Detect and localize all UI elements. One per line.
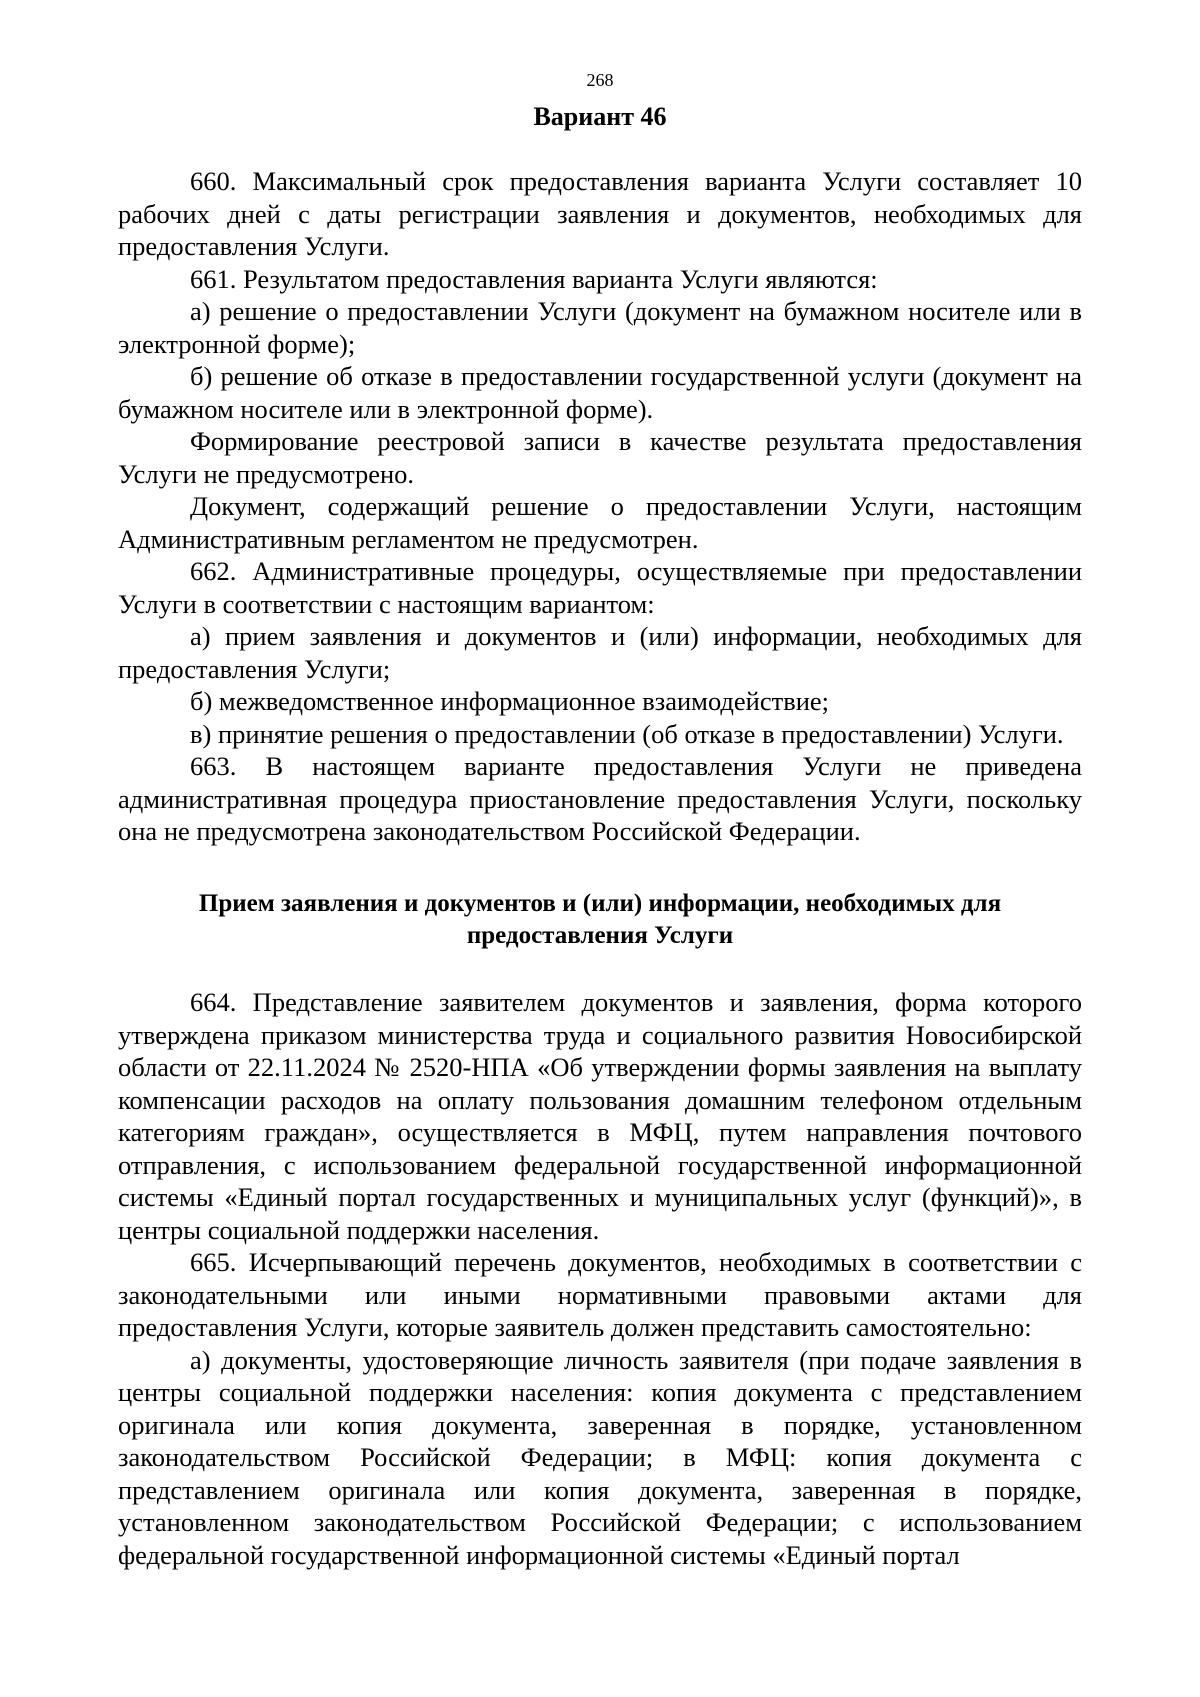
paragraph-661: 661. Результатом предоставления варианта Услуги являются: xyxy=(190,263,878,294)
section-heading-line-2: предоставления Услуги xyxy=(466,922,734,949)
paragraph-document-note: Документ, содержащий решение о предоставлении Услуги, настоящим Административным регламентом не предусмотрен. xyxy=(118,491,1082,554)
variant-body-top xyxy=(118,165,1082,848)
variant-body-bottom xyxy=(118,986,1082,1571)
page-number: 268 xyxy=(586,70,614,90)
paragraph-665-a: а) документы, удостоверяющие личность заявителя (при подаче заявления в центры социальной поддержки населения: копия документа с представлением оригинала или копия документа, заверенная в порядке, установленном законодательством Российской Федерации; в МФЦ: копия документа с представлением оригинала или копия документа, заверенная в порядке, установленном законодательством Российской Федерации; с использованием федеральной государственной информационной системы «Единый портал xyxy=(118,1344,1082,1570)
section-heading xyxy=(118,888,1082,952)
section-heading-line-1: Прием заявления и документов и (или) информации, необходимых для xyxy=(198,890,1002,917)
paragraph-662-b: б) межведомственное информационное взаимодействие; xyxy=(190,686,830,716)
paragraph-663: 663. В настоящем варианте предоставления Услуги не приведена административная процедура приостановление предоставления Услуги, поскольку она не предусмотрена законодательством Российской Федерации. xyxy=(118,751,1082,846)
paragraph-661-b: б) решение об отказе в предоставлении государственной услуги (документ на бумажном носителе или в электронной форме). xyxy=(118,361,1082,424)
variant-title: Вариант 46 xyxy=(533,102,667,131)
paragraph-662: 662. Административные процедуры, осуществляемые при предоставлении Услуги в соответствии с настоящим вариантом: xyxy=(118,556,1082,619)
paragraph-registry-note: Формирование реестровой записи в качестве результата предоставления Услуги не предусмотрено. xyxy=(118,426,1082,489)
paragraph-660: 660. Максимальный срок предоставления варианта Услуги составляет 10 рабочих дней с даты регистрации заявления и документов, необходимых для предоставления Услуги. xyxy=(118,166,1082,261)
paragraph-664: 664. Представление заявителем документов и заявления, форма которого утверждена приказом министерства труда и социального развития Новосибирской области от 22.11.2024 № 2520-НПА «Об утверждении формы заявления на выплату компенсации расходов на оплату пользования домашним телефоном отдельным категориям граждан», осуществляется в МФЦ, путем направления почтового отправления, с использованием федеральной государственной информационной системы «Единый портал государственных и муниципальных услуг (функций)», в центры социальной поддержки населения. xyxy=(118,987,1082,1245)
paragraph-665: 665. Исчерпывающий перечень документов, необходимых в соответствии с законодательными или иными нормативными правовыми актами для предоставления Услуги, которые заявитель должен представить самостоятельно: xyxy=(118,1247,1082,1342)
paragraph-662-a: а) прием заявления и документов и (или) информации, необходимых для предоставления Услуги; xyxy=(118,621,1082,684)
paragraph-661-a: а) решение о предоставлении Услуги (документ на бумажном носителе или в электронной форме); xyxy=(118,296,1082,359)
paragraph-662-c: в) принятие решения о предоставлении (об отказе в предоставлении) Услуги. xyxy=(190,718,1064,749)
